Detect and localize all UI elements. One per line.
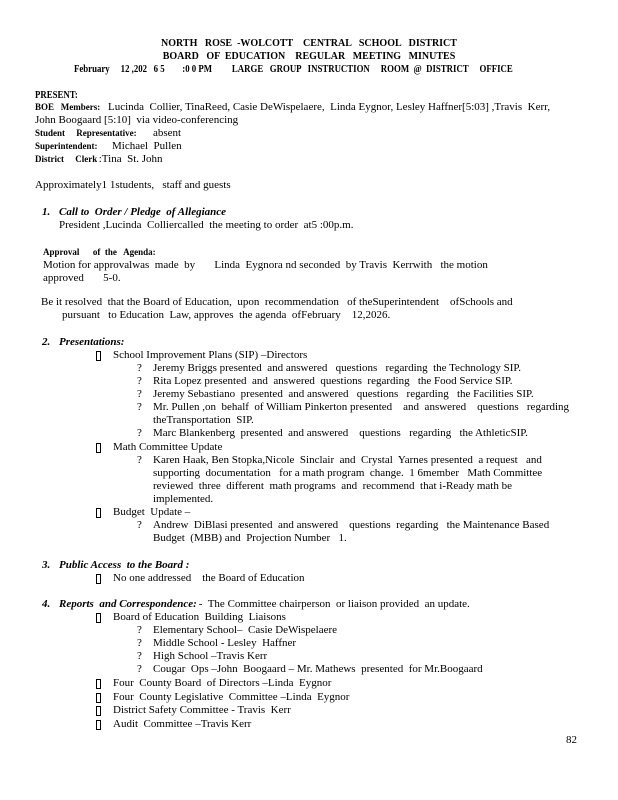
- header-meeting-info: February 12 ,202 6 5 :0 0 PM LARGE GROUP INSTRUCTION ROOM @ DISTRICT OFFICE: [74, 64, 513, 75]
- bullet-icon: [96, 613, 101, 623]
- sub-bullet-icon: ?: [137, 624, 142, 636]
- present-title: PRESENT:: [35, 90, 78, 101]
- sub-list-item: High School –Travis Kerr: [153, 650, 268, 662]
- section-title-presentations: Presentations:: [59, 336, 125, 348]
- sub-bullet-icon: ?: [137, 650, 142, 662]
- bullet-icon: [96, 706, 101, 716]
- motion-text-cont: approved 5-0.: [43, 272, 121, 284]
- sub-bullet-icon: ?: [137, 427, 142, 439]
- header-subtitle: BOARD OF EDUCATION REGULAR MEETING MINUTES: [162, 51, 456, 62]
- section-number: 2.: [42, 336, 51, 348]
- boe-label: BOE Members:: [35, 102, 101, 112]
- section-number: 3.: [42, 559, 51, 571]
- sub-list-item: Elementary School– Casie DeWispelaere: [153, 624, 338, 636]
- sub-bullet-icon: ?: [137, 388, 142, 400]
- list-item: School Improvement Plans (SIP) –Directors: [113, 349, 308, 361]
- sub-list-item-cont: reviewed three different math programs and recommend that i-Ready math be: [153, 480, 512, 492]
- boe-members-cont: John Boogaard [5:10] via video-conferencing: [35, 114, 239, 126]
- bullet-icon: [96, 693, 101, 703]
- superintendent-value: Michael Pullen: [112, 140, 182, 152]
- sub-list-item-cont: theTransportation SIP.: [153, 414, 254, 426]
- superintendent-label: Superintendent:: [35, 141, 98, 151]
- sub-bullet-icon: ?: [137, 375, 142, 387]
- resolution-text-cont: pursuant to Education Law, approves the agenda ofFebruary 12,2026.: [62, 309, 391, 321]
- sub-bullet-icon: ?: [137, 401, 142, 413]
- bullet-icon: [96, 574, 101, 584]
- clerk-label: District Clerk: [35, 154, 98, 164]
- list-item: Four County Board of Directors –Linda Eygnor: [113, 677, 332, 689]
- header-title: NORTH ROSE -WOLCOTT CENTRAL SCHOOL DISTRICT: [161, 38, 457, 49]
- bullet-icon: [96, 508, 101, 518]
- page-number: 82: [566, 734, 577, 746]
- sub-list-item: Middle School - Lesley Haffner: [153, 637, 297, 649]
- section-number: 4.: [42, 598, 51, 610]
- bullet-icon: [96, 351, 101, 361]
- bullet-icon: [96, 679, 101, 689]
- sub-list-item: Jeremy Briggs presented and answered questions regarding the Technology SIP.: [153, 362, 522, 374]
- list-item: No one addressed the Board of Education: [113, 572, 305, 584]
- section-title-call-to-order: Call to Order / Pledge of Allegiance: [59, 206, 227, 218]
- list-item: Four County Legislative Committee –Linda Eygnor: [113, 691, 350, 703]
- section-number: 1.: [42, 206, 51, 218]
- sub-bullet-icon: ?: [137, 663, 142, 675]
- sub-list-item: Jeremy Sebastiano presented and answered questions regarding the Facilities SIP.: [153, 388, 534, 400]
- student-value: absent: [153, 127, 182, 139]
- sub-list-item: Andrew DiBlasi presented and answered questions regarding the Maintenance Based: [153, 519, 550, 531]
- sub-list-item: Karen Haak, Ben Stopka,Nicole Sinclair and Crystal Yarnes presented a request and: [153, 454, 542, 466]
- list-item: Budget Update –: [113, 506, 191, 518]
- list-item: Board of Education Building Liaisons: [113, 611, 286, 623]
- approval-label: Approval of the Agenda:: [43, 247, 156, 257]
- section-title-public-access: Public Access to the Board :: [59, 559, 190, 571]
- list-item: Audit Committee –Travis Kerr: [113, 718, 252, 730]
- sub-list-item-cont: Budget (MBB) and Projection Number 1.: [153, 532, 347, 544]
- sub-list-item: Mr. Pullen ,on behalf of William Pinkerton presented and answered questions regarding: [153, 401, 570, 413]
- sub-bullet-icon: ?: [137, 362, 142, 374]
- sub-bullet-icon: ?: [137, 637, 142, 649]
- student-label: Student Representative:: [35, 128, 137, 138]
- attendance: Approximately1 1students, staff and guests: [35, 179, 231, 191]
- call-to-order-text: President ,Lucinda Colliercalled the meeting to order at5 :00p.m.: [59, 219, 354, 231]
- section-title-reports: Reports and Correspondence:: [59, 598, 197, 610]
- sub-list-item-cont: implemented.: [153, 493, 214, 505]
- bullet-icon: [96, 720, 101, 730]
- clerk-value: :Tina St. John: [96, 153, 163, 165]
- sub-list-item-cont: supporting documentation for a math program change. 1 6member Math Committee: [153, 467, 543, 479]
- boe-members: Lucinda Collier, TinaReed, Casie DeWispelaere, Linda Eygnor, Lesley Haffner[5:03] ,Travis Kerr,: [108, 101, 551, 113]
- list-item: District Safety Committee - Travis Kerr: [113, 704, 291, 716]
- sub-list-item: Rita Lopez presented and answered questions regarding the Food Service SIP.: [153, 375, 513, 387]
- motion-text: Motion for approvalwas made by Linda Eygnora nd seconded by Travis Kerrwith the motion: [43, 259, 488, 271]
- bullet-icon: [96, 443, 101, 453]
- sub-list-item: Cougar Ops –John Boogaard – Mr. Mathews presented for Mr.Boogaard: [153, 663, 483, 675]
- resolution-text: Be it resolved that the Board of Education, upon recommendation of theSuperintendent ofSchools and: [41, 296, 513, 308]
- sub-bullet-icon: ?: [137, 519, 142, 531]
- sub-list-item: Marc Blankenberg presented and answered questions regarding the AthleticSIP.: [153, 427, 528, 439]
- reports-intro: - The Committee chairperson or liaison provided an update.: [196, 598, 470, 610]
- list-item: Math Committee Update: [113, 441, 223, 453]
- sub-bullet-icon: ?: [137, 454, 142, 466]
